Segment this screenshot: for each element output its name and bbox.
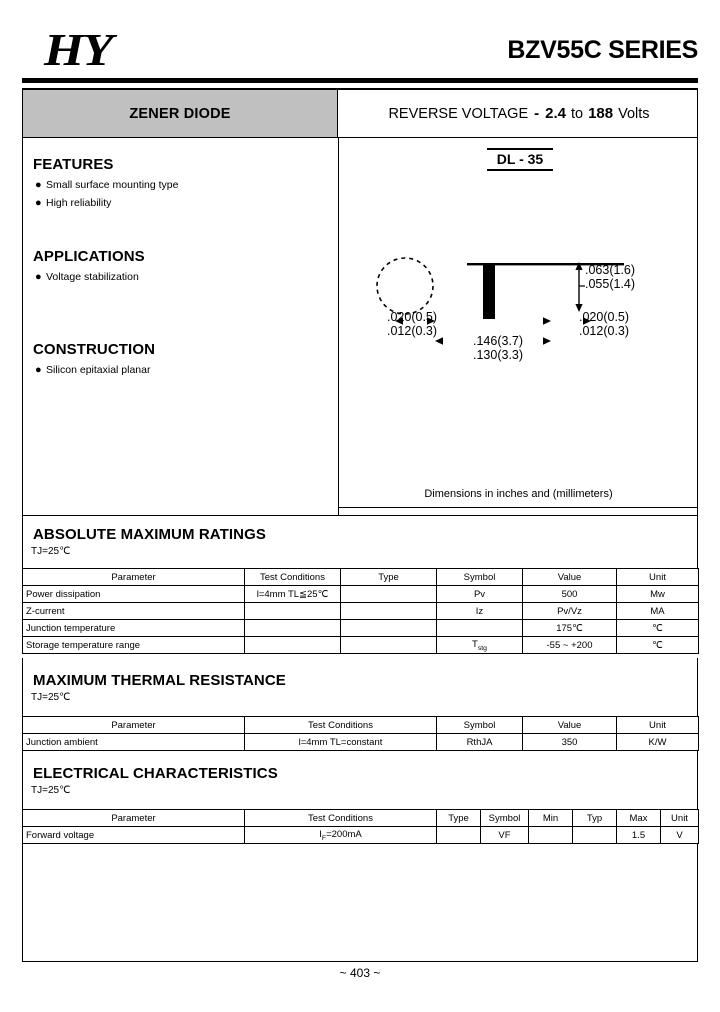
cell-symbol: Pv: [437, 586, 523, 603]
left-lead-dim-max: .020(0.5): [387, 310, 438, 324]
cell-parameter: Junction temperature: [23, 620, 245, 637]
cell-symbol: Iz: [437, 603, 523, 620]
table-row: [23, 827, 699, 844]
dimension-caption-rule: [339, 507, 698, 508]
col-symbol: Symbol: [437, 569, 523, 586]
body-length-dimension-label: [473, 334, 523, 362]
thermal-temp-note: TJ=25℃: [31, 692, 71, 703]
cell-value: 350: [523, 734, 617, 751]
table-row: [23, 586, 699, 603]
table-header-row: [23, 717, 699, 734]
col-symbol: Symbol: [437, 717, 523, 734]
col-test-conditions: Test Conditions: [245, 569, 341, 586]
page-number: ~ 403 ~: [339, 966, 381, 980]
list-item: [33, 271, 333, 283]
table-row: [23, 603, 699, 620]
bullet-icon: ●: [35, 364, 42, 376]
abs-max-header-area: [22, 516, 698, 568]
cell-parameter: Z-current: [23, 603, 245, 620]
cell-unit: MA: [617, 603, 699, 620]
page-blank-area: [22, 844, 698, 962]
cell-value: -55 ~ +200: [523, 637, 617, 654]
cell-test: [245, 637, 341, 654]
thermal-table-wrap: [22, 716, 698, 751]
page-header: [22, 26, 698, 82]
col-parameter: Parameter: [23, 717, 245, 734]
construction-title: CONSTRUCTION: [33, 341, 156, 358]
col-test-conditions: Test Conditions: [245, 810, 437, 827]
table-header-row: [23, 569, 699, 586]
electrical-table-wrap: [22, 809, 698, 844]
thermal-title: MAXIMUM THERMAL RESISTANCE: [33, 672, 286, 689]
table-header-row: [23, 810, 699, 827]
table-row: [23, 620, 699, 637]
cell-type: [341, 637, 437, 654]
left-lead-dimension-label: [387, 310, 437, 338]
cell-test: $I_F=200mA$: [245, 827, 437, 844]
cell-value: Pv/Vz: [523, 603, 617, 620]
cell-unit: Mw: [617, 586, 699, 603]
cell-test: [245, 603, 341, 620]
col-type: Type: [437, 810, 481, 827]
cell-parameter: Forward voltage: [23, 827, 245, 844]
thermal-header-area: [22, 658, 698, 716]
height-dim-min: .055(1.4): [585, 277, 636, 291]
reverse-voltage-max: 188: [588, 105, 614, 122]
bullet-icon: ●: [35, 179, 42, 191]
cell-type: [341, 603, 437, 620]
cell-typ: [573, 827, 617, 844]
cell-unit: K/W: [617, 734, 699, 751]
right-lead-dimension-label: [579, 310, 629, 338]
col-parameter: Parameter: [23, 810, 245, 827]
body-length-arrow-left: [435, 337, 443, 345]
reverse-voltage-unit: Volts: [618, 105, 650, 122]
col-parameter: Parameter: [23, 569, 245, 586]
cell-symbol: VF: [481, 827, 529, 844]
bullet-icon: ●: [35, 197, 42, 209]
cell-type: [341, 620, 437, 637]
applications-title: APPLICATIONS: [33, 248, 145, 265]
col-test-conditions: Test Conditions: [245, 717, 437, 734]
reverse-voltage-dash: -: [534, 105, 540, 122]
product-type-label: ZENER DIODE: [129, 105, 231, 122]
cell-test: l=4mm TL≦25℃: [245, 586, 341, 603]
cell-parameter: Junction ambient: [23, 734, 245, 751]
page-title: BZV55C SERIES: [507, 36, 698, 64]
table-row: [23, 637, 699, 654]
right-lead-dim-max: .020(0.5): [579, 310, 630, 324]
cell-min: [529, 827, 573, 844]
col-symbol: Symbol: [481, 810, 529, 827]
electrical-table: [22, 809, 699, 844]
col-max: Max: [617, 810, 661, 827]
col-value: Value: [523, 717, 617, 734]
col-unit: Unit: [617, 569, 699, 586]
product-banner: [22, 88, 698, 138]
thermal-table: [22, 716, 699, 751]
cell-value: 500: [523, 586, 617, 603]
end-view-circle: [377, 258, 433, 314]
col-unit: Unit: [617, 717, 699, 734]
cell-symbol: $T_{stg}$: [437, 637, 523, 654]
company-logo: HY: [44, 24, 112, 75]
header-divider: [22, 78, 698, 83]
electrical-temp-note: TJ=25℃: [31, 785, 71, 796]
col-value: Value: [523, 569, 617, 586]
cell-parameter: Power dissipation: [23, 586, 245, 603]
col-type: Type: [341, 569, 437, 586]
cell-test: l=4mm TL=constant: [245, 734, 437, 751]
features-item-0: Small surface mounting type: [46, 179, 179, 191]
cell-max: 1.5: [617, 827, 661, 844]
abs-max-title: ABSOLUTE MAXIMUM RATINGS: [33, 526, 266, 543]
col-min: Min: [529, 810, 573, 827]
list-item: [33, 364, 333, 376]
construction-item-0: Silicon epitaxial planar: [46, 364, 151, 376]
features-block: [33, 156, 333, 209]
list-item: [33, 197, 333, 209]
cell-parameter: Storage temperature range: [23, 637, 245, 654]
cell-symbol: RthJA: [437, 734, 523, 751]
table-row: [23, 734, 699, 751]
electrical-title: ELECTRICAL CHARACTERISTICS: [33, 765, 278, 782]
cell-type: [341, 586, 437, 603]
dimension-caption: Dimensions in inches and (millimeters): [424, 488, 613, 500]
package-name-label: DL - 35: [487, 148, 553, 171]
body-length-dim-min: .130(3.3): [473, 348, 524, 362]
cell-unit: ℃: [617, 637, 699, 654]
features-item-1: High reliability: [46, 197, 112, 209]
left-lead-dim-min: .012(0.3): [387, 324, 438, 338]
applications-item-0: Voltage stabilization: [46, 271, 139, 283]
cell-type: [437, 827, 481, 844]
right-lead-dim-min: .012(0.3): [579, 324, 630, 338]
body-top-line-left: [467, 263, 527, 265]
cell-symbol: [437, 620, 523, 637]
height-dim-max: .063(1.6): [585, 263, 636, 277]
reverse-voltage-label: REVERSE VOLTAGE: [388, 105, 529, 122]
cell-test: [245, 620, 341, 637]
reverse-voltage-min: 2.4: [545, 105, 566, 122]
height-dimension-label: [585, 263, 635, 291]
package-drawing: [339, 138, 698, 515]
cell-unit: ℃: [617, 620, 699, 637]
col-unit: Unit: [661, 810, 699, 827]
list-item: [33, 179, 333, 191]
reverse-voltage-to: to: [570, 105, 584, 122]
body-length-arrow-right: [543, 337, 551, 345]
col-typ: Typ: [573, 810, 617, 827]
abs-max-temp-note: TJ=25℃: [31, 546, 71, 557]
reverse-voltage-cell: [339, 90, 699, 137]
package-body-bar: [483, 263, 495, 319]
cell-unit: V: [661, 827, 699, 844]
product-type-cell: [23, 90, 338, 137]
electrical-header-area: [22, 751, 698, 809]
body-length-dim-max: .146(3.7): [473, 334, 524, 348]
applications-block: [33, 248, 333, 283]
abs-max-table-wrap: [22, 568, 698, 654]
features-title: FEATURES: [33, 156, 114, 173]
construction-block: [33, 341, 333, 376]
bullet-icon: ●: [35, 271, 42, 283]
right-lead-arrow-in: [543, 317, 551, 325]
cell-value: 175℃: [523, 620, 617, 637]
overview-box: [22, 138, 698, 516]
abs-max-table: [22, 568, 699, 654]
